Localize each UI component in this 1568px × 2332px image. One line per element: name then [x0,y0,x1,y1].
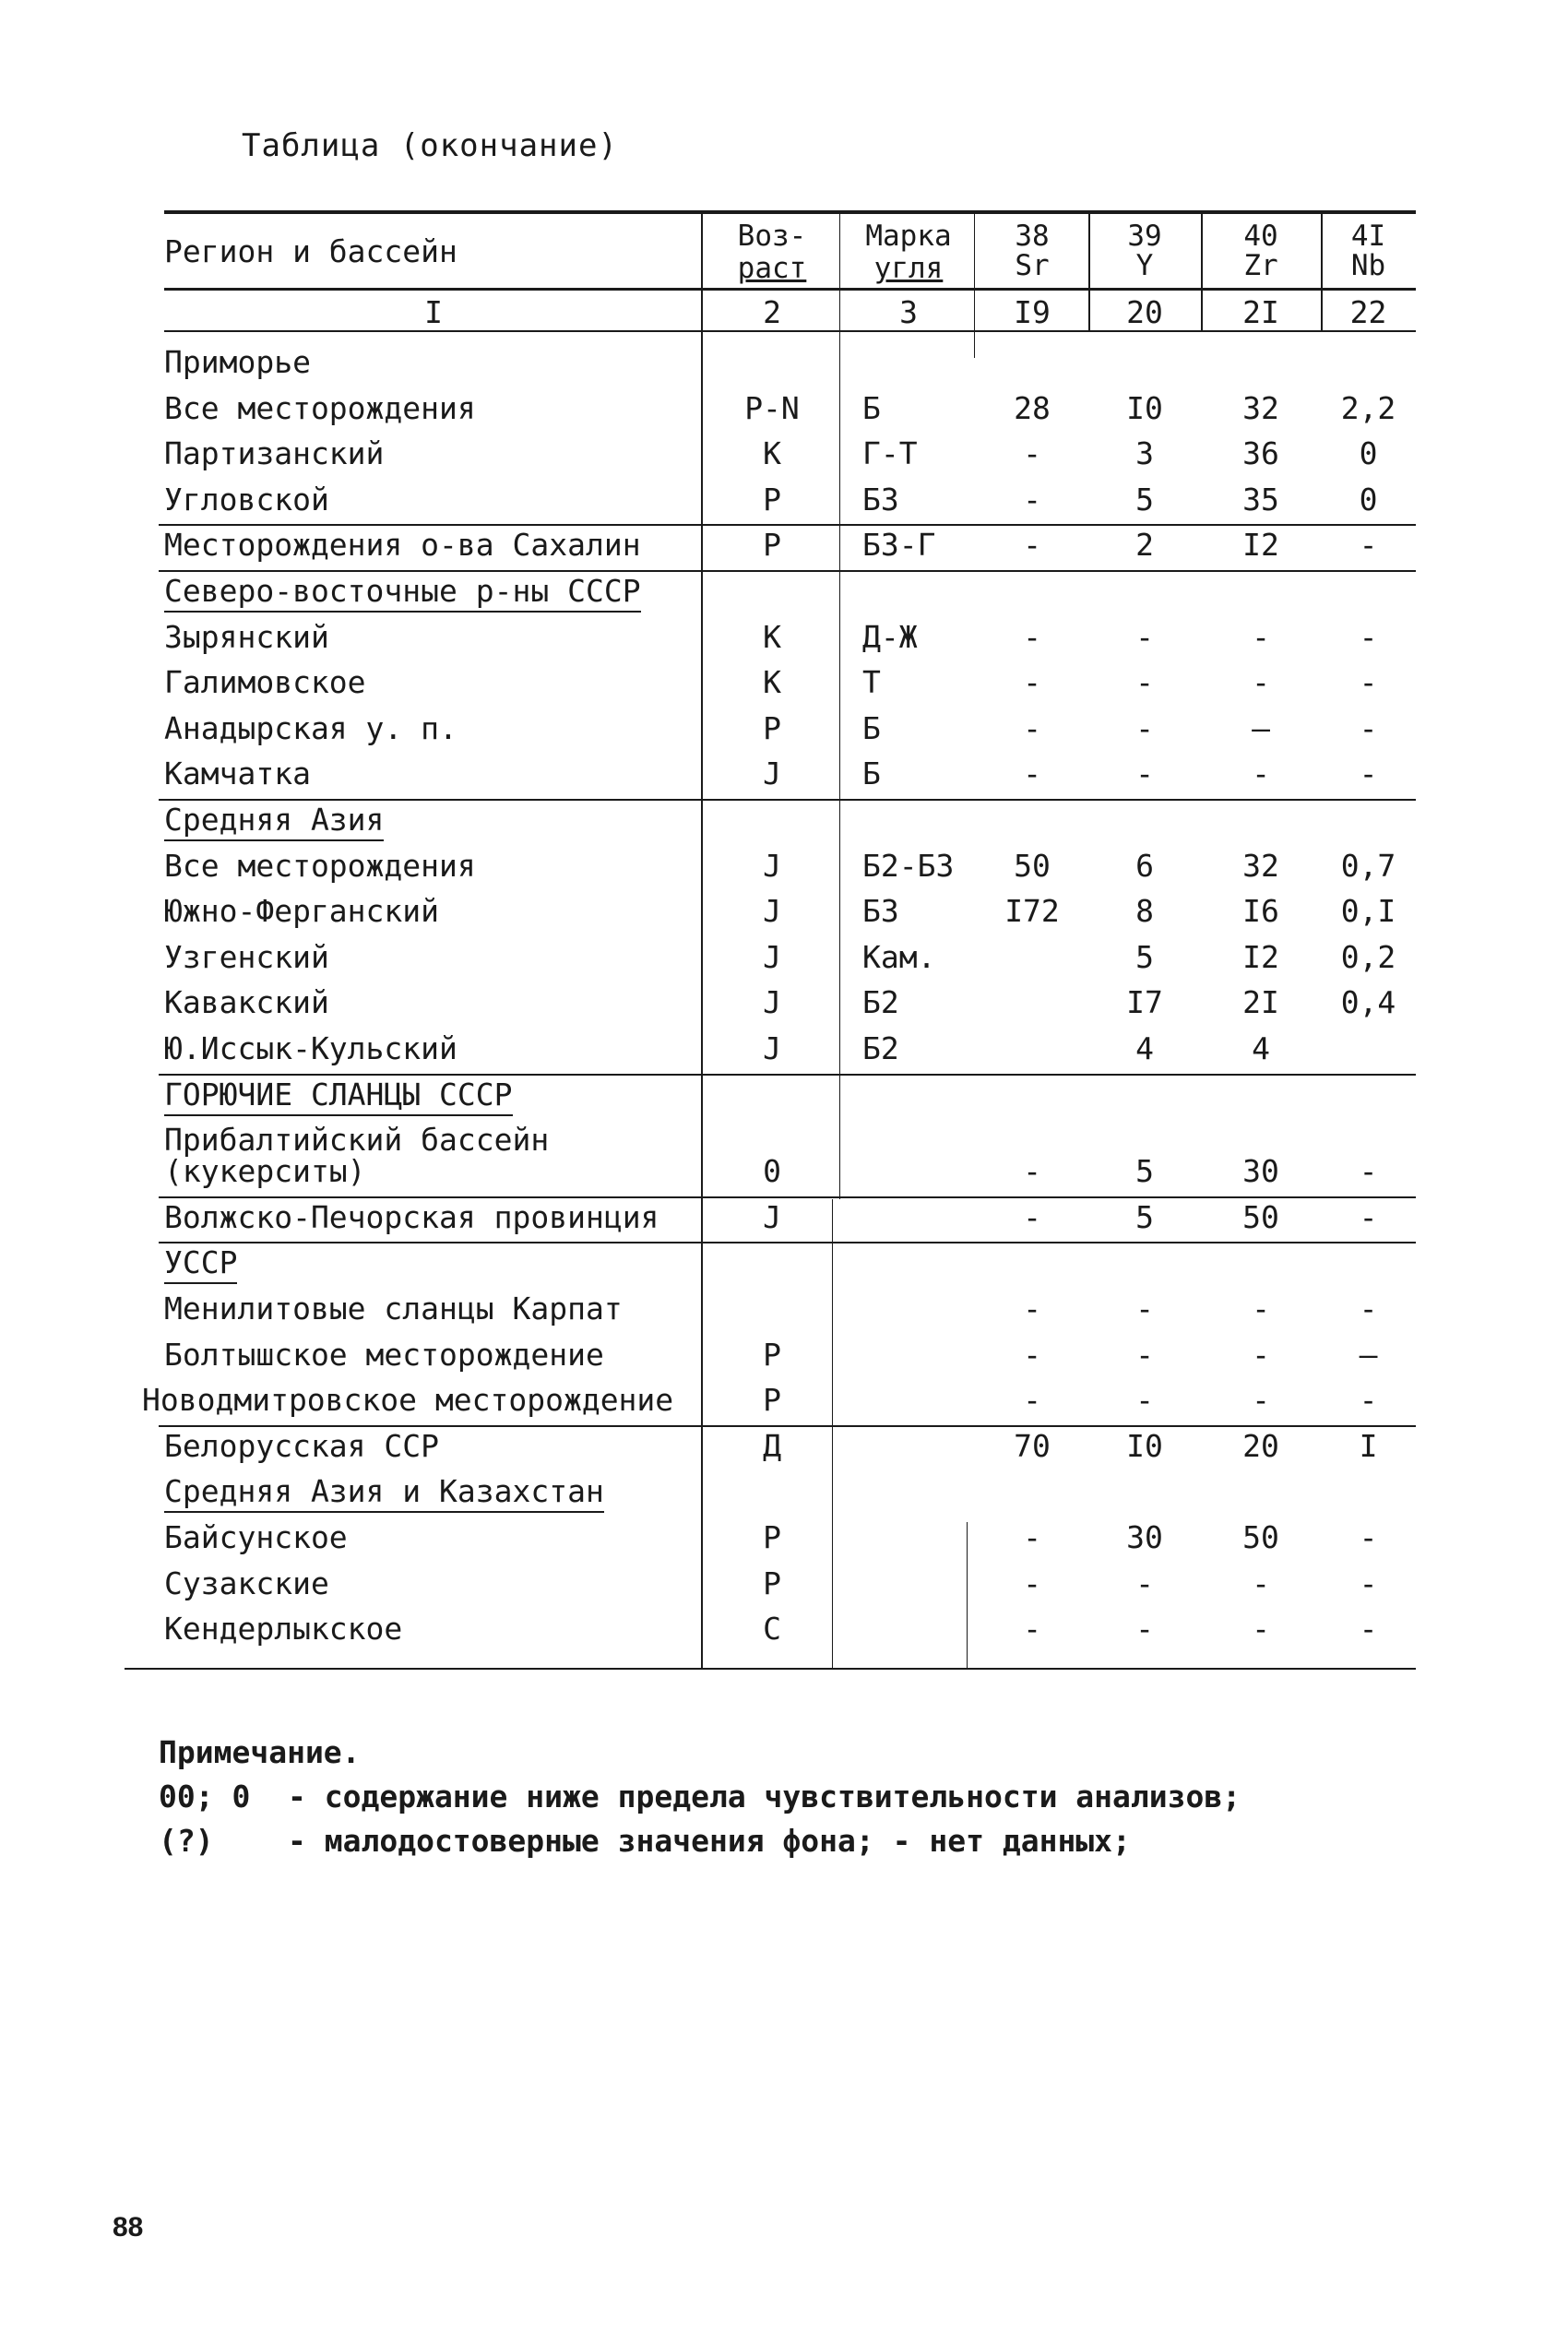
section-title: ГОРЮЧИЕ СЛАНЦЫ СССР [164,1077,513,1116]
table-bottom-rule [125,1668,1416,1670]
row-value: - [1135,756,1154,791]
row-value: - [1252,1382,1270,1418]
note-key: 00; 0 [159,1779,251,1814]
row-age: J [763,1030,781,1066]
header-bottom-rule [164,288,1416,291]
row-value: - [1359,664,1378,700]
row-age: P [763,527,781,563]
row-value: 20 [1242,1428,1279,1464]
row-value: 30 [1126,1519,1163,1555]
row-value: - [1023,1382,1041,1418]
column-number: 22 [1349,294,1387,330]
column-divider [1088,210,1090,332]
section-title: Приморье [164,344,311,380]
row-value: - [1023,1291,1041,1327]
row-value: 8 [1135,893,1154,929]
row-value: - [1023,482,1041,518]
row-value: 4 [1252,1030,1270,1066]
header-age: Воз- [737,220,807,253]
row-value: 5 [1135,1153,1154,1189]
row-value: - [1359,1611,1378,1647]
header-region: Регион и бассейн [164,233,457,269]
row-grade: Б3 [862,893,899,929]
row-age: K [763,664,781,700]
row-value: - [1252,664,1270,700]
header-element-symbol: Zr [1243,249,1278,282]
row-age: J [763,848,781,884]
row-rule [159,1425,1416,1427]
row-name: Болтышское месторождение [164,1337,604,1373]
row-value: 28 [1014,390,1051,426]
row-value: - [1135,1565,1154,1601]
column-number: I9 [1014,294,1051,330]
row-age: J [763,1199,781,1235]
row-value: I0 [1126,390,1163,426]
row-value: I0 [1126,1428,1163,1464]
header-element-number: 39 [1127,220,1162,253]
note-key: (?) [159,1823,214,1859]
header-age-2: раст [737,252,807,285]
row-value: 30 [1242,1153,1279,1189]
column-number: 2I [1242,294,1279,330]
row-value: - [1359,527,1378,563]
row-age: K [763,619,781,655]
column-divider [967,1522,968,1668]
row-age: K [763,435,781,471]
row-name: Новодмитровское месторождение [142,1382,674,1418]
note-title: Примечание. [159,1734,361,1770]
column-divider [1321,210,1323,332]
row-name: Кендерлыкское [164,1611,403,1647]
row-age: P [763,1382,781,1418]
row-value: 0 [1359,435,1378,471]
row-rule [159,1196,1416,1198]
row-grade: Б2-Б3 [862,848,955,884]
row-value: - [1023,619,1041,655]
row-age: P [763,482,781,518]
row-value: I2 [1242,939,1279,975]
column-number: 3 [899,294,918,330]
row-value: - [1252,1565,1270,1601]
row-value: 35 [1242,482,1279,518]
row-value: 32 [1242,848,1279,884]
section-title: УССР [164,1245,237,1284]
row-rule [159,1242,1416,1243]
row-value: 0,7 [1340,848,1396,884]
row-value: - [1359,619,1378,655]
page-number: 88 [113,2212,144,2243]
row-name: Сузакские [164,1565,329,1601]
row-value: I72 [1004,893,1060,929]
row-name: (кукерситы) [164,1153,366,1189]
row-value: - [1252,1337,1270,1373]
row-value: 5 [1135,482,1154,518]
row-name: Партизанский [164,435,385,471]
row-name: Менилитовые сланцы Карпат [164,1291,623,1327]
row-value: - [1359,1519,1378,1555]
row-value: - [1023,527,1041,563]
row-rule [159,799,1416,801]
row-grade: Б2 [862,984,899,1020]
row-value: 32 [1242,390,1279,426]
row-grade: Б [862,390,881,426]
row-value: - [1135,1611,1154,1647]
table-caption: Таблица (окончание) [242,127,618,164]
row-value: 0,I [1340,893,1396,929]
row-rule [159,1074,1416,1076]
column-number: 20 [1126,294,1163,330]
row-value: - [1023,1337,1041,1373]
row-value: - [1252,1291,1270,1327]
row-grade: Б3 [862,482,899,518]
row-value: I7 [1126,984,1163,1020]
row-value: - [1023,710,1041,746]
row-value: I6 [1242,893,1279,929]
row-value: - [1252,1611,1270,1647]
column-divider [1201,210,1203,332]
row-name: Кавакский [164,984,329,1020]
row-value: - [1252,619,1270,655]
row-value: - [1023,1611,1041,1647]
row-value: - [1135,1382,1154,1418]
row-value: I [1359,1428,1378,1464]
row-value: - [1359,756,1378,791]
row-name: Узгенский [164,939,329,975]
row-name: Анадырская у. п. [164,710,457,746]
row-name: Байсунское [164,1519,348,1555]
header-element-number: 40 [1243,220,1278,253]
row-value: — [1359,1337,1378,1373]
row-age: 0 [763,1153,781,1189]
header-element-number: 4I [1350,220,1386,253]
row-value: - [1023,1199,1041,1235]
row-grade: Б2 [862,1030,899,1066]
column-number: I [424,294,443,330]
row-value: 6 [1135,848,1154,884]
header-grade-2: угля [873,252,944,285]
row-grade: Б3-Г [862,527,936,563]
row-value: - [1135,664,1154,700]
row-value: - [1135,1291,1154,1327]
row-age: P [763,1519,781,1555]
row-name: Зырянский [164,619,329,655]
header-element-symbol: Nb [1350,249,1386,282]
section-title: Средняя Азия и Казахстан [164,1474,604,1513]
row-age: J [763,893,781,929]
row-value: 0,4 [1340,984,1396,1020]
header-top-rule [164,210,1416,214]
row-grade: Кам. [862,939,936,975]
row-value: - [1252,756,1270,791]
header-element-number: 38 [1015,220,1050,253]
row-age: Д [763,1428,781,1464]
column-divider [974,210,975,358]
note-line-1 [159,1779,1241,1814]
row-age: P-N [744,390,800,426]
row-name: Камчатка [164,756,311,791]
note-text: - содержание ниже предела чувствительности анализов; [288,1779,1241,1814]
header-grade: Марка [865,220,952,253]
section-title: Северо-восточные р-ны СССР [164,574,641,613]
row-name: Ю.Иссык-Кульский [164,1030,457,1066]
note-text: - малодостоверные значения фона; - нет данных; [288,1823,1131,1859]
row-value: - [1359,1153,1378,1189]
row-name: Угловской [164,482,329,518]
row-value: 2I [1242,984,1279,1020]
row-age: C [763,1611,781,1647]
row-value: 5 [1135,939,1154,975]
row-value: 50 [1242,1519,1279,1555]
header-element-symbol: Sr [1015,249,1050,282]
row-value: 4 [1135,1030,1154,1066]
row-value: 0 [1359,482,1378,518]
row-value: - [1135,1337,1154,1373]
row-value: - [1135,710,1154,746]
row-value: - [1359,1382,1378,1418]
row-grade: Б [862,710,881,746]
row-rule [159,524,1416,526]
row-name: Галимовское [164,664,366,700]
row-value: - [1023,1153,1041,1189]
row-grade: Г-Т [862,435,918,471]
column-number: 2 [763,294,781,330]
row-value: - [1359,1199,1378,1235]
row-value: - [1023,1519,1041,1555]
row-grade: Д-Ж [862,619,918,655]
row-value: - [1135,619,1154,655]
row-value: 3 [1135,435,1154,471]
row-value: 36 [1242,435,1279,471]
note-line-2 [159,1823,1131,1859]
row-grade: Б [862,756,881,791]
row-age: P [763,1565,781,1601]
colnum-rule [164,330,1416,332]
row-name: Месторождения о-ва Сахалин [164,527,641,563]
row-value: - [1023,756,1041,791]
row-name: Белорусская ССР [164,1428,440,1464]
row-name: Все месторождения [164,390,476,426]
row-value: 2,2 [1340,390,1396,426]
row-value: - [1023,435,1041,471]
row-age: P [763,1337,781,1373]
row-value: 2 [1135,527,1154,563]
row-value: - [1023,664,1041,700]
row-name: Все месторождения [164,848,476,884]
row-value: 70 [1014,1428,1051,1464]
row-value: - [1359,1291,1378,1327]
row-grade: Т [862,664,881,700]
row-value: 50 [1242,1199,1279,1235]
section-title: Средняя Азия [164,803,384,841]
row-name: Прибалтийский бассейн [164,1122,550,1158]
row-rule [159,570,1416,572]
row-value: - [1359,1565,1378,1601]
row-value: 5 [1135,1199,1154,1235]
row-age: J [763,939,781,975]
row-age: J [763,984,781,1020]
row-age: J [763,756,781,791]
header-element-symbol: Y [1135,249,1154,282]
row-name: Южно-Ферганский [164,893,440,929]
row-value: - [1023,1565,1041,1601]
row-age: P [763,710,781,746]
row-value: — [1252,710,1270,746]
row-name: Волжско-Печорская провинция [164,1199,659,1235]
row-value: - [1359,710,1378,746]
row-value: I2 [1242,527,1279,563]
row-value: 50 [1014,848,1051,884]
row-value: 0,2 [1340,939,1396,975]
